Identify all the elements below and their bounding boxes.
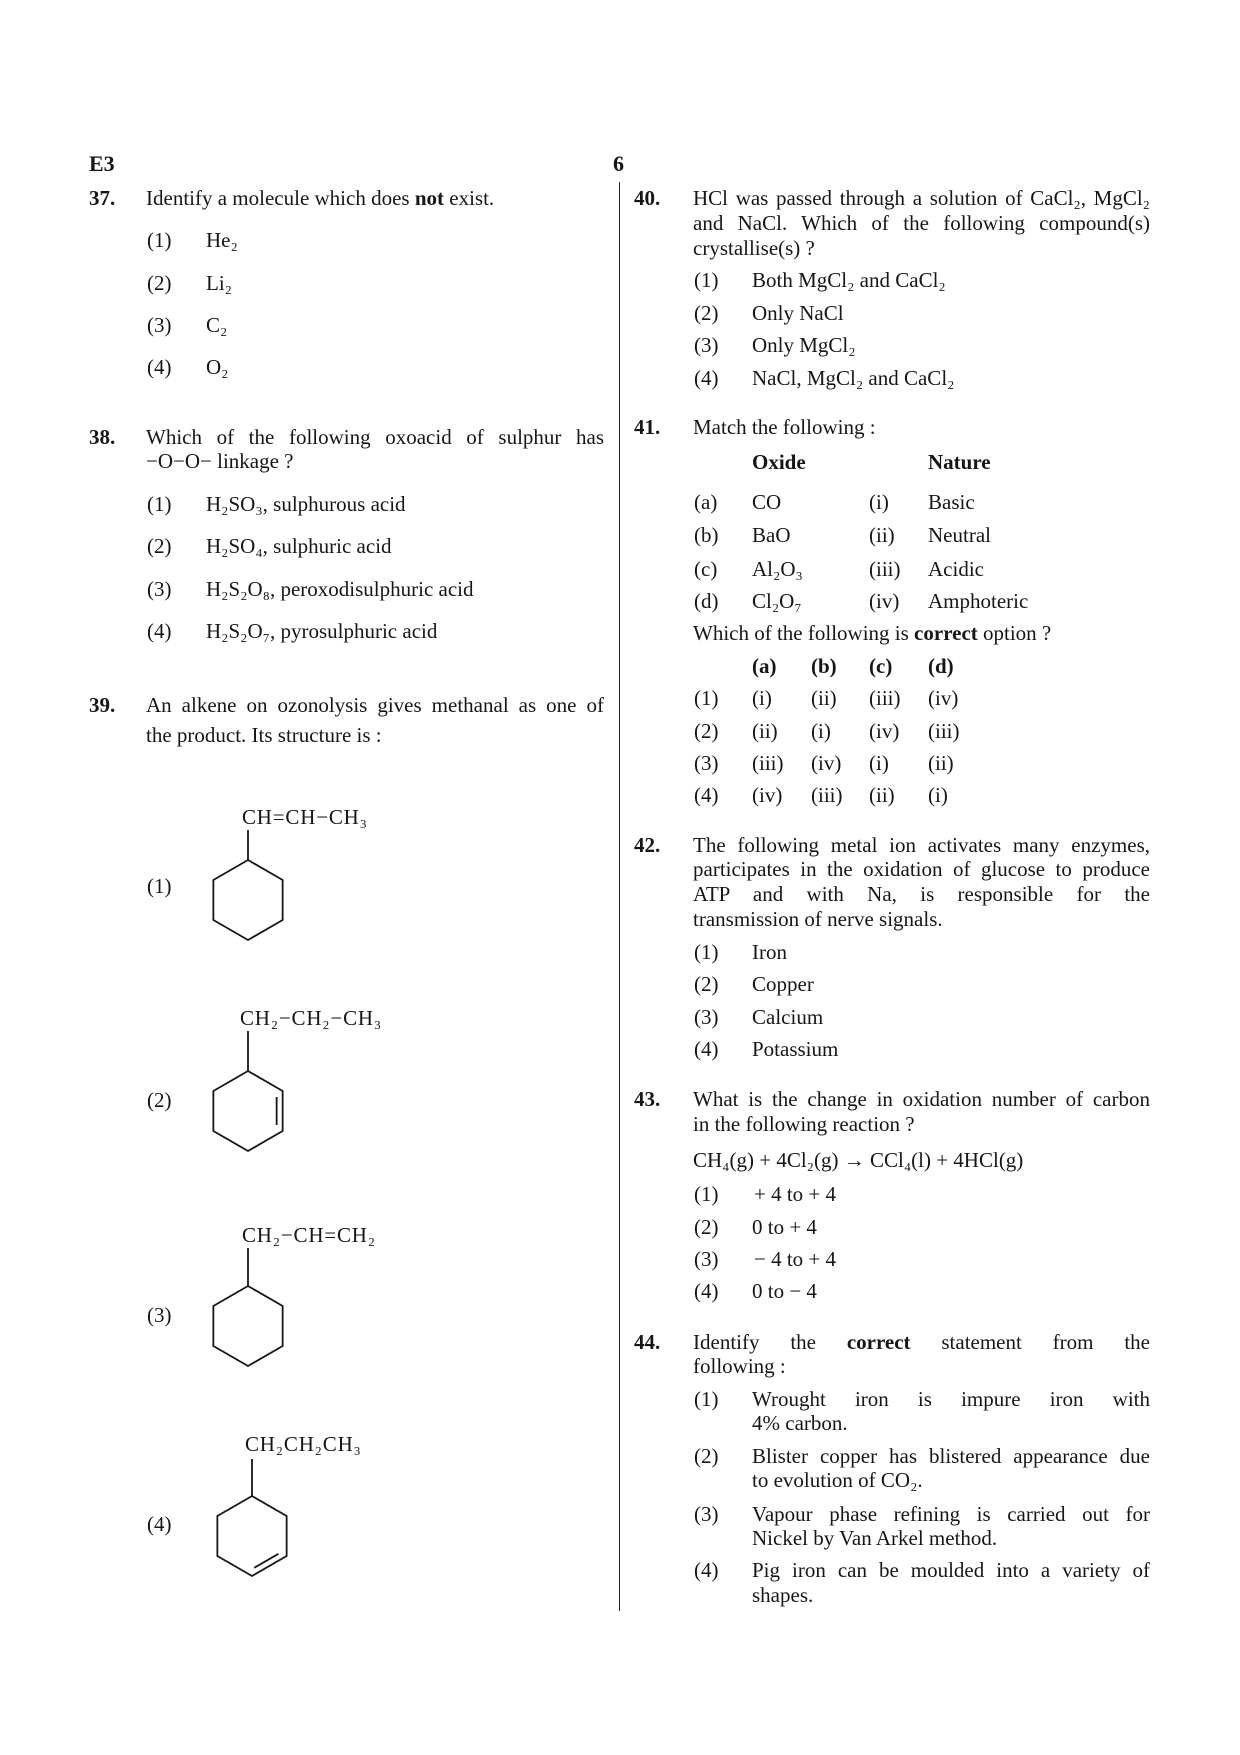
option-label: (3): [147, 313, 172, 337]
match-roman: (ii): [869, 523, 895, 547]
prompt-text: option ?: [977, 621, 1052, 645]
option-text-line: Vapour phase refining is carried out for: [752, 1502, 1150, 1526]
match-roman: (iii): [869, 557, 901, 581]
option-label: (4): [147, 619, 172, 643]
option-label: (4): [147, 355, 172, 379]
side-chain-formula: CH₂CH₂CH₃: [245, 1432, 362, 1456]
option-label: (1): [694, 1182, 719, 1206]
option-label: (1): [694, 1387, 719, 1411]
option-text: + 4 to + 4: [754, 1182, 837, 1206]
prompt-text: Which of the following is: [693, 621, 915, 645]
match-oxide: Al₂O₃: [752, 557, 803, 581]
question-number: 42.: [634, 833, 661, 857]
reaction-equation: CH₄(g) + 4Cl₂(g) → CCl₄(l) + 4HCl(g): [693, 1148, 1024, 1172]
question-stem-line: transmission of nerve signals.: [693, 907, 943, 931]
option-text: Only MgCl₂: [752, 333, 856, 357]
option-label: (1): [147, 228, 172, 252]
stem-text: Identify the: [693, 1330, 847, 1354]
option-label: (3): [694, 1005, 719, 1029]
structure-3-drawing: [198, 1243, 298, 1371]
question-stem-line: following :: [693, 1354, 786, 1378]
option-text: H₂S₂O₇, pyrosulphuric acid: [206, 619, 438, 643]
answer-header-a: (a): [752, 654, 777, 678]
ring-bonds: [217, 1496, 286, 1576]
option-cell-b: (iii): [811, 783, 843, 807]
option-cell-a: (i): [752, 686, 772, 710]
stem-text: statement from the: [910, 1330, 1150, 1354]
match-letter: (b): [694, 523, 719, 547]
ring-bonds: [213, 1286, 282, 1366]
option-label: (1): [147, 492, 172, 516]
option-text: He₂: [206, 228, 238, 252]
option-text-line: Blister copper has blistered appearance due: [752, 1444, 1150, 1468]
match-letter: (d): [694, 589, 719, 613]
option-label: (1): [694, 940, 719, 964]
answer-header-b: (b): [811, 654, 837, 678]
option-cell-b: (i): [811, 719, 831, 743]
option-text: Copper: [752, 972, 814, 996]
column-header-oxide: Oxide: [752, 450, 806, 474]
question-stem-line: ATP and with Na, is responsible for the: [693, 882, 1150, 906]
match-oxide: BaO: [752, 523, 791, 547]
option-text: O₂: [206, 355, 229, 379]
side-chain-formula: CH₂−CH₂−CH₃: [240, 1006, 382, 1030]
option-text: 0 to + 4: [752, 1215, 817, 1239]
option-text-line: Nickel by Van Arkel method.: [752, 1526, 998, 1550]
question-stem-line: An alkene on ozonolysis gives methanal as one of: [146, 693, 604, 717]
option-prompt: [693, 620, 1051, 646]
question-stem-line: crystallise(s) ?: [693, 236, 815, 260]
option-text-line: 4% carbon.: [752, 1411, 848, 1435]
structure-1-drawing: [198, 825, 298, 945]
side-chain-formula: CH₂−CH=CH₂: [242, 1223, 376, 1247]
option-cell-a: (iii): [752, 751, 784, 775]
double-bond-line: [254, 1554, 278, 1568]
option-cell-b: (ii): [811, 686, 837, 710]
option-text: H₂S₂O₈, peroxodisulphuric acid: [206, 577, 474, 601]
question-stem-line: −O−O− linkage ?: [146, 449, 294, 473]
option-text: Li₂: [206, 271, 232, 295]
question-stem-line: and NaCl. Which of the following compound(s): [693, 211, 1150, 235]
question-stem-line: participates in the oxidation of glucose to produce: [693, 857, 1150, 881]
question-number: 39.: [89, 693, 116, 717]
option-text-line: shapes.: [752, 1583, 814, 1607]
question-stem-line: What is the change in oxidation number of carbon: [693, 1087, 1150, 1111]
option-label: (3): [147, 577, 172, 601]
match-roman: (iv): [869, 589, 900, 613]
question-number: 41.: [634, 415, 661, 439]
option-cell-c: (i): [869, 751, 889, 775]
option-label: (4): [147, 1512, 172, 1536]
option-label: (4): [694, 783, 719, 807]
match-oxide: CO: [752, 490, 782, 514]
option-label: (3): [694, 1247, 719, 1271]
question-stem-line: Which of the following oxoacid of sulphur has: [146, 425, 604, 449]
option-label: (2): [694, 719, 719, 743]
question-number: 38.: [89, 425, 116, 449]
question-number: 44.: [634, 1330, 661, 1354]
option-cell-c: (iii): [869, 686, 901, 710]
option-label: (3): [147, 1303, 172, 1327]
structure-2-drawing: [198, 1026, 298, 1156]
option-label: (3): [694, 1502, 719, 1526]
option-text: 0 to − 4: [752, 1279, 817, 1303]
question-stem-line: in the following reaction ?: [693, 1112, 915, 1136]
option-text: C₂: [206, 313, 228, 337]
option-label: (2): [147, 271, 172, 295]
option-label: (1): [694, 686, 719, 710]
answer-header-c: (c): [869, 654, 893, 678]
option-label: (2): [694, 301, 719, 325]
structure-4-drawing: [202, 1454, 302, 1581]
match-nature: Neutral: [928, 523, 991, 547]
option-text: Calcium: [752, 1005, 824, 1029]
option-text-line: Wrought iron is impure iron with: [752, 1387, 1150, 1411]
option-cell-a: (iv): [752, 783, 783, 807]
option-text-line: Pig iron can be moulded into a variety of: [752, 1558, 1150, 1582]
option-label: (3): [694, 751, 719, 775]
option-text: H₂SO₄, sulphuric acid: [206, 534, 392, 558]
stem-emphasis: correct: [846, 1330, 911, 1354]
option-text: Iron: [752, 940, 787, 964]
question-number: 43.: [634, 1087, 661, 1111]
question-number: 40.: [634, 186, 661, 210]
option-label: (4): [694, 366, 719, 390]
option-label: (2): [694, 972, 719, 996]
column-divider: [619, 182, 620, 1611]
match-nature: Acidic: [928, 557, 984, 581]
option-cell-d: (iii): [928, 719, 960, 743]
option-label: (4): [694, 1279, 719, 1303]
stem-text: exist.: [444, 186, 495, 210]
option-text: H₂SO₃, sulphurous acid: [206, 492, 406, 516]
option-text: NaCl, MgCl₂ and CaCl₂: [752, 366, 955, 390]
page-number: 6: [613, 151, 624, 176]
option-label: (4): [694, 1558, 719, 1582]
set-code: E3: [89, 151, 115, 176]
column-header-nature: Nature: [928, 450, 991, 474]
question-number: 37.: [89, 186, 116, 210]
question-stem-line: [693, 1329, 1150, 1355]
side-chain-formula: CH=CH−CH₃: [242, 805, 368, 829]
option-cell-a: (ii): [752, 719, 778, 743]
option-label: (2): [147, 534, 172, 558]
option-label: (2): [694, 1444, 719, 1468]
match-nature: Basic: [928, 490, 975, 514]
option-label: (1): [694, 268, 719, 292]
option-label: (2): [694, 1215, 719, 1239]
stem-text: Identify a molecule which does: [146, 186, 415, 210]
match-oxide: Cl₂O₇: [752, 589, 802, 613]
question-stem: Match the following :: [693, 415, 876, 439]
option-label: (1): [147, 874, 172, 898]
option-cell-d: (iv): [928, 686, 959, 710]
question-stem-line: The following metal ion activates many enzymes,: [693, 833, 1150, 857]
option-text: Both MgCl₂ and CaCl₂: [752, 268, 946, 292]
question-stem-line: the product. Its structure is :: [146, 723, 382, 747]
option-label: (3): [694, 333, 719, 357]
option-cell-c: (iv): [869, 719, 900, 743]
question-stem-line: HCl was passed through a solution of CaCl₂, MgCl₂: [693, 186, 1150, 210]
option-text-line: to evolution of CO₂.: [752, 1468, 923, 1492]
match-nature: Amphoteric: [928, 589, 1029, 613]
stem-emphasis: not: [414, 186, 445, 210]
prompt-emphasis: correct: [914, 621, 978, 645]
option-label: (4): [694, 1037, 719, 1061]
option-cell-b: (iv): [811, 751, 842, 775]
option-label: (2): [147, 1088, 172, 1112]
ring-bonds: [213, 860, 282, 940]
ring-bonds: [213, 1071, 282, 1151]
answer-header-d: (d): [928, 654, 954, 678]
option-cell-c: (ii): [869, 783, 895, 807]
option-cell-d: (i): [928, 783, 948, 807]
option-text: Potassium: [752, 1037, 839, 1061]
option-text: Only NaCl: [752, 301, 844, 325]
match-roman: (i): [869, 490, 889, 514]
option-text: − 4 to + 4: [754, 1247, 837, 1271]
question-stem: [146, 185, 494, 211]
option-cell-d: (ii): [928, 751, 954, 775]
match-letter: (a): [694, 490, 718, 514]
match-letter: (c): [694, 557, 718, 581]
